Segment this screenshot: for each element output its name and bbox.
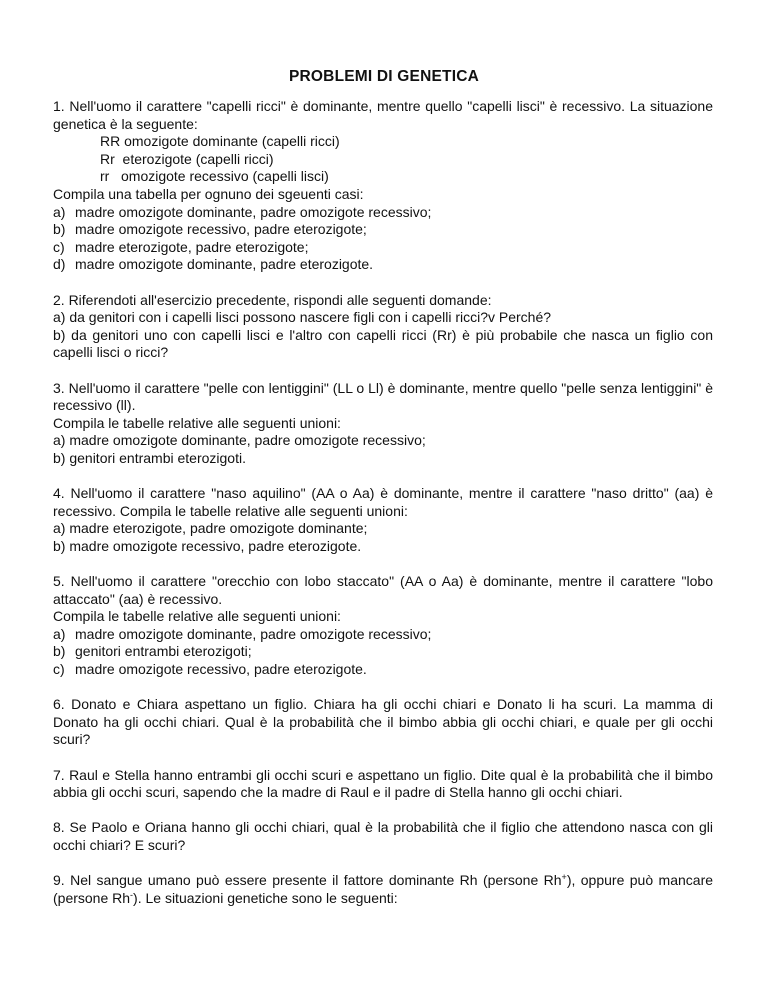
exercise-6: 6. Donato e Chiara aspettano un figlio. Chiara ha gli occhi chiari e Donato li ha scuri. La mamma di Donato ha gli occhi chiari. Qual è la probabilità che il bimbo abbia gli occhi chiari, e quale per gli occhi scuri? [53,696,713,748]
list-item-label: b) [53,221,66,238]
list-item-label: d) [53,256,66,273]
exercise-4 [53,485,713,555]
list-item-label: c) [53,661,65,677]
exercise-5-instruction: Compila le tabelle relative alle seguenti unioni: [53,608,341,625]
rh-positive-sign: + [561,872,567,883]
exercise-3 [53,380,713,468]
exercise-7: 7. Raul e Stella hanno entrambi gli occhi scuri e aspettano un figlio. Dite qual è la probabilità che il bimbo abbia gli occhi scuri, sapendo che la madre di Raul e il padre di Stella hanno gli occhi chiari. [53,766,713,801]
exercise-5 [53,573,713,679]
list-item-text: genitori entrambi eterozigoti; [75,643,252,660]
page-title: PROBLEMI DI GENETICA [288,68,479,85]
list-item [53,626,713,644]
exercise-1 [53,98,713,274]
list-item [53,221,713,239]
exercise-3-case-a: a) madre omozigote dominante, padre omozigote recessivo; [53,432,426,449]
exercise-2 [53,292,713,362]
exercise-3-case-b: b) genitori entrambi eterozigoti. [53,449,246,466]
list-item [53,204,713,222]
list-item [53,239,713,257]
exercise-8: 8. Se Paolo e Oriana hanno gli occhi chiari, qual è la probabilità che il figlio che attendono nasca con gli occhi chiari? E scuri? [53,819,713,853]
exercise-1-intro: 1. Nell'uomo il carattere "capelli ricci" è dominante, mentre quello "capelli lisci" è recessivo. La situazione genetica è la seguente: [53,98,713,132]
list-item-text: madre omozigote dominante, padre eterozigote. [75,256,374,273]
exercise-3-intro: 3. Nell'uomo il carattere "pelle con lentiggini" (LL o Ll) è dominante, mentre quello "pelle senza lentiggini" è recessivo (ll). [53,379,713,414]
exercise-4-case-b: b) madre omozigote recessivo, padre eterozigote. [53,537,362,554]
rh-negative-sign: - [130,889,134,900]
list-item-label: b) [53,643,66,660]
list-item-label: c) [53,238,65,255]
list-item-label: a) [53,203,66,220]
exercise-9-text-3: ). Le situazioni genetiche sono le seguenti: [133,889,398,906]
list-item-label: a) [53,625,66,642]
exercise-4-intro: 4. Nell'uomo il carattere "naso aquilino" (AA o Aa) è dominante, mentre il carattere "naso dritto" (aa) è recessivo. Compila le tabelle relative alle seguenti unioni: [53,485,713,519]
exercise-9-text-1: 9. Nel sangue umano può essere presente il fattore dominante Rh (persone Rh [53,872,562,889]
list-item [53,643,713,661]
exercise-3-instruction: Compila le tabelle relative alle seguenti unioni: [53,414,341,431]
exercise-5-intro: 5. Nell'uomo il carattere "orecchio con lobo staccato" (AA o Aa) è dominante, mentre il carattere "lobo attaccato" (aa) è recessivo. [53,573,713,607]
document-body [53,98,713,925]
genotype-rr-dominant: RR omozigote dominante (capelli ricci) [100,133,340,150]
list-item-text: madre omozigote recessivo, padre eterozigote; [75,221,367,238]
list-item-text: madre omozigote recessivo, padre eterozigote. [75,661,367,677]
exercise-2-question-b: b) da genitori uno con capelli lisci e l'altro con capelli ricci (Rr) è più probabile che nasca un figlio con capelli lisci o ricci? [53,326,713,361]
genotype-rr-recessive: rr omozigote recessivo (capelli lisci) [100,168,329,185]
exercise-4-case-a: a) madre eterozigote, padre omozigote dominante; [53,520,368,537]
list-item-text: madre eterozigote, padre eterozigote; [75,238,309,255]
list-item [53,661,713,679]
exercise-9-text-2: ), oppure può mancare (persone Rh [53,872,714,906]
exercise-1-instruction: Compila una tabella per ognuno dei sgeuenti casi: [53,185,364,202]
exercise-9 [53,872,713,907]
list-item-text: madre omozigote dominante, padre omozigote recessivo; [75,625,432,642]
exercise-2-intro: 2. Riferendoti all'esercizio precedente, rispondi alle seguenti domande: [53,291,492,308]
exercise-2-question-a: a) da genitori con i capelli lisci possono nascere figli con i capelli ricci?v Perché? [53,309,552,326]
list-item [53,256,713,274]
list-item-text: madre omozigote dominante, padre omozigote recessivo; [75,203,432,220]
genotype-rr-heterozygous: Rr eterozigote (capelli ricci) [100,150,274,167]
